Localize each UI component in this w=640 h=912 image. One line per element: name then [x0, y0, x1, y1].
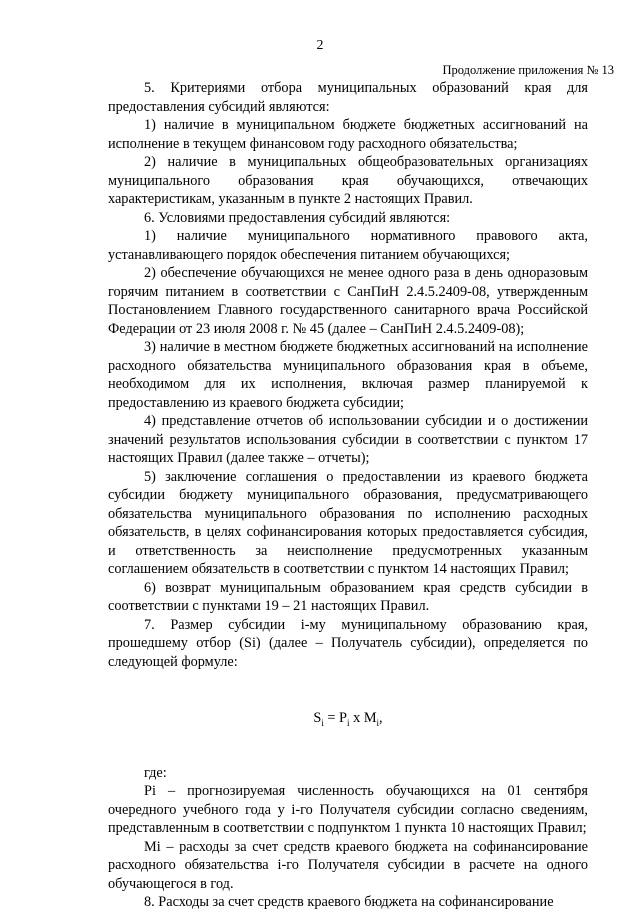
formula-s-index: i [321, 717, 324, 728]
formula-times: x [349, 710, 364, 726]
paragraph: 3) наличие в местном бюджете бюджетных ассигнований на исполнение расходного обязательства муниципального образования края в объеме, необходимом для их исполнения, включая размер планируемой к предоставлению из краевого бюджета субсидии; [108, 339, 588, 411]
paragraph: 5) заключение соглашения о предоставлении из краевого бюджета субсидии бюджету муниципального образования, предусматривающего обязательства муниципального образования по исполнению расходных обязательств, в целях софинансирования которых предоставляется субсидия, и ответственность за неисполнение предусмотренных указанным соглашением обязательств в соответствии с пунктом 14 настоящих Правил; [108, 468, 588, 577]
paragraph: 8. Расходы за счет средств краевого бюджета на софинансирование [144, 894, 554, 910]
paragraph: где: [144, 764, 167, 781]
formula-equals: = [323, 710, 340, 726]
paragraph: 6. Условиями предоставления субсидий являются: [144, 209, 451, 226]
formula-p: P [339, 710, 347, 726]
paragraph: Mi – расходы за счет средств краевого бюджета на софинансирование расходного обязательства i-го Получателя субсидии в расчете на одного обучающегося в год. [108, 838, 588, 892]
formula-m: M [363, 710, 377, 726]
paragraph: 4) представление отчетов об использовании субсидии и о достижении значений результатов использования субсидии в соответствии с пунктом 17 настоящих Правил (далее также – отчеты); [108, 413, 588, 466]
paragraph: 7. Размер субсидии i-му муниципальному образованию края, прошедшему отбор (Si) (далее – Получатель субсидии), определяется по следующей формуле: [108, 616, 588, 670]
formula-m-index: i [376, 717, 380, 728]
paragraph: Pi – прогнозируемая численность обучающихся на 01 сентября очередного учебного года у i-го Получателя субсидии согласно сведениям, представленным в соответствии с подпунктом 1 пункта 10 настоящих Правил; [108, 783, 588, 836]
paragraph: 1) наличие муниципального нормативного правового акта, устанавливающего порядок обеспечения питанием обучающихся; [108, 228, 588, 263]
paragraph: 2) обеспечение обучающихся не менее одного раза в день одноразовым горячим питанием в соответствии с СанПиН 2.4.5.2409-08, утвержденным Постановлением Главного государственного санитарного врача Российской Федерации от 23 июля 2008 г. № 45 (далее – СанПиН 2.4.5.2409-08); [108, 265, 588, 337]
subsidy-formula [108, 709, 588, 728]
formula-p-index: i [347, 717, 350, 728]
page-number: 2 [316, 38, 324, 53]
formula-comma: , [379, 710, 383, 726]
paragraph: 6) возврат муниципальным образованием края средств субсидии в соответствии с пунктами 19 – 21 настоящих Правил. [108, 579, 588, 614]
paragraph: 1) наличие в муниципальном бюджете бюджетных ассигнований на исполнение в текущем финансовом году расходного обязательства; [108, 117, 588, 152]
paragraph: 2) наличие в муниципальных общеобразовательных организациях муниципального образования края обучающихся, отвечающих характеристикам, указанным в пункте 2 настоящих Правил. [108, 154, 588, 207]
formula-s: S [313, 710, 322, 726]
header-note: Продолжение приложения № 13 [442, 63, 614, 77]
document-body [108, 79, 588, 912]
paragraph: 5. Критериями отбора муниципальных образований края для предоставления субсидий являются: [108, 80, 588, 115]
